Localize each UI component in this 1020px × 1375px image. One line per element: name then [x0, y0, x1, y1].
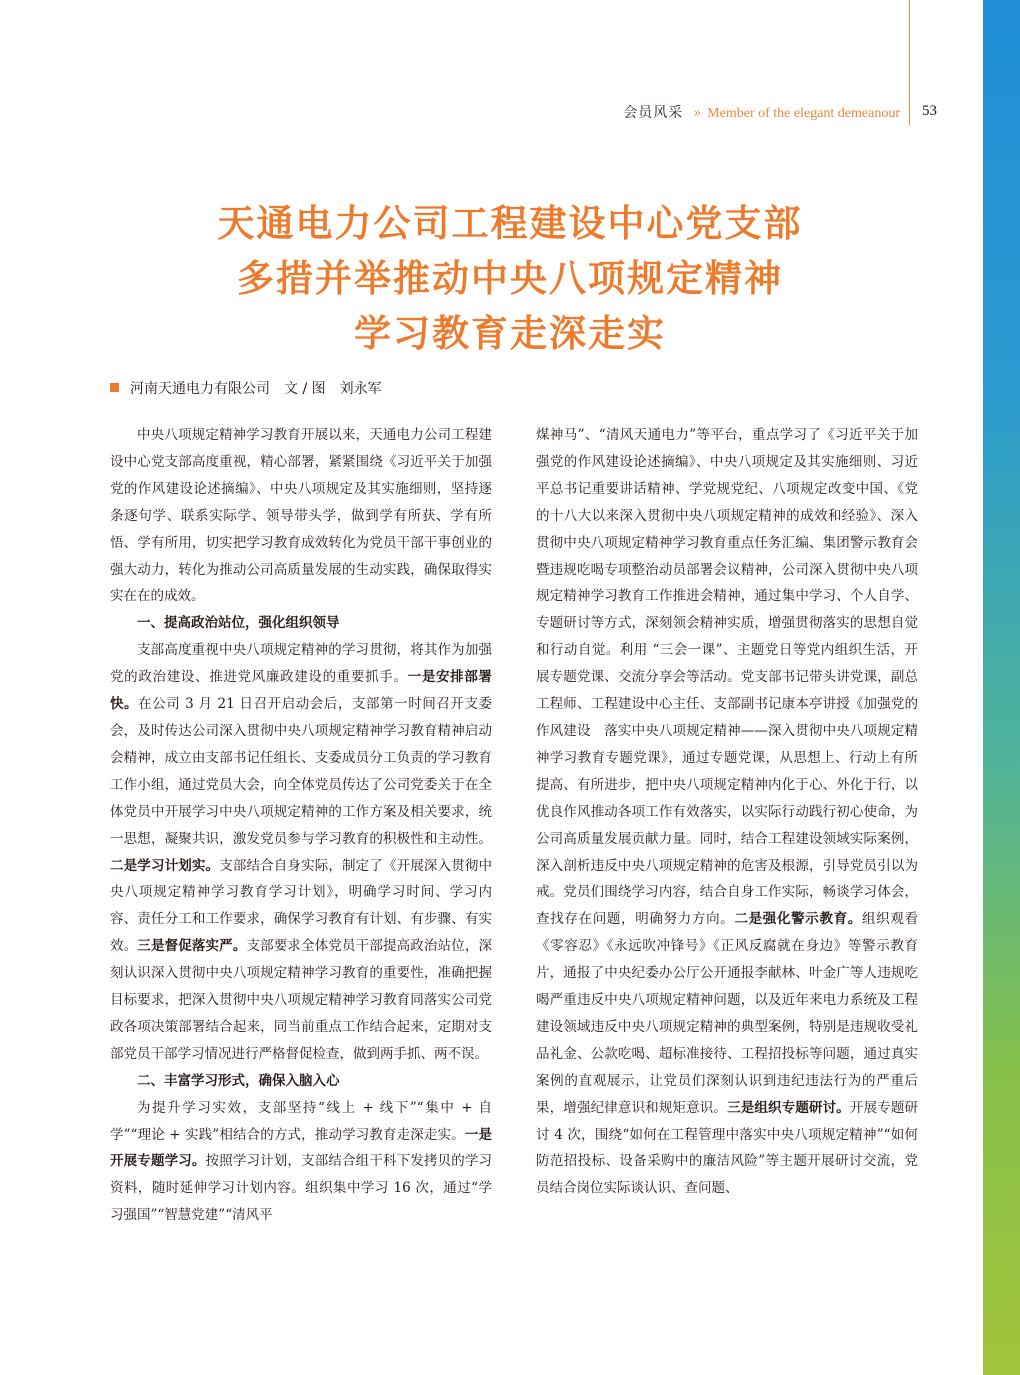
byline [110, 379, 382, 399]
article-title [0, 196, 1020, 361]
intro-paragraph: 中央八项规定精神学习教育开展以来，天通电力公司工程建设中心党支部高度重视，精心部署，紧紧围绕《习近平关于加强党的作风建设论述摘编》、中央八项规定及其实施细则，坚持逐条逐句学、联系实际学、领导带头学，做到学有所获、学有所悟、学有所用，切实把学习教育成效转化为党员干部干事创业的强大动力，转化为推动公司高质量发展的生动实践，确保取得实实在在的成效。 [110, 427, 492, 605]
title-line-1: 天通电力公司工程建设中心党支部 [217, 202, 803, 245]
point-3-label: 三是督促落实严。 [137, 938, 247, 955]
continued-paragraph: 煤神马”、“清风天通电力”等平台，重点学习了《习近平关于加强党的作风建设论述摘编》、中央八项规定及其实施细则、习近平总书记重要讲话精神、学党规党纪、八项规定改变中国、《党的十八大以来深入贯彻中央八项规定精神的成效和经验》、深入贯彻中央八项规定精神学习教育重点任务汇编、集团警示教育会暨违规吃喝专项整治动员部署会议精神，公司深入贯彻中央八项规定精神学习教育工作推进会精神，通过集中学习、个人自学、专题研讨等方式，深刻领会精神实质，增强贯彻落实的思想自觉和行动自觉。利用 “三会一课”、主题党日等党内组织生活，开展专题党课、交流分享会等活动。党支部书记带头讲党课，副总工程师、工程建设中心主任、支部副书记康本亭讲授《加强党的作风建设 落实中央八项规定精神——深入贯彻中央八项规定精神学习教育专题党课》，通过专题党课，从思想上、行动上有所提高、有所进步，把中央八项规定精神内化于心、外化于行，以优良作风推动各项工作有效落实，以实际行动践行初心使命，为公司高质量发展贡献力量。同时，结合工程建设领域实际案例，深入剖析违反中央八项规定精神的危害及根源，引导党员引以为戒。党员们围绕学习内容，结合自身工作实际，畅谈学习体会，查找存在问题，明确努力方向。二是强化警示教育。组织观看《零容忍》《永远吹冲锋号》《正风反腐就在身边》等警示教育片，通报了中央纪委办公厅公开通报李献林、叶金广等人违规吃喝严重违反中央八项规定精神问题，以及近年来电力系统及工程建设领域违反中央八项规定精神的典型案例，特别是违规收受礼品礼金、公款吃喝、超标准接待、工程招投标等问题，通过真实案例的直观展示，让党员们深刻认识到违纪违法行为的严重后果，增强纪律意识和规矩意识。三是组织专题研讨。开展专题研讨 4 次，围绕“如何在工程管理中落实中央八项规定精神”“如何防范招投标、设备采购中的廉洁风险”等主题开展研讨交流，党员结合岗位实际谈认识、查问题、 [536, 427, 919, 1197]
byline-role: 文 / 图 [284, 381, 326, 397]
section-heading-2: 二、丰富学习形式，确保入脑入心 [137, 1072, 340, 1089]
running-header [520, 104, 900, 123]
section-name-en: Member of the elegant demeanour [707, 106, 900, 121]
square-bullet-icon [110, 383, 119, 392]
section-2-paragraph: 为提升学习实效，支部坚持“线上 + 线下”“集中 + 自学”“理论 + 实践”相结合的方式，推动学习教育走深走实。一是开展专题学习。按照学习计划，支部结合组干科下发拷贝的学习资料，随时延伸学习计划内容。组织集中学习 16 次，通过“学习强国”“智慧党建”“清风平 [110, 1099, 493, 1224]
byline-author: 刘永军 [339, 381, 382, 397]
chevron-icon: » [693, 106, 702, 121]
section-1-paragraph: 支部高度重视中央八项规定精神的学习贯彻，将其作为加强党的政治建设、推进党风廉政建设的重要抓手。一是安排部署快。在公司 3 月 21 日召开启动会后，支部第一时间召开支委会，及时传达公司深入贯彻中央八项规定精神学习教育精神启动会精神，成立由支部书记任组长、支委成员分工负责的学习教育工作小组，通过党员大会，向全体党员传达了公司党委关于在全体党员中开展学习中央八项规定精神的工作方案及相关要求，统一思想，凝聚共识，激发党员参与学习教育的积极性和主动性。二是学习计划实。支部结合自身实际，制定了《开展深入贯彻中央八项规定精神学习教育学习计划》，明确学习时间、学习内容、责任分工和工作要求，确保学习教育有计划、有步骤、有实效。三是督促落实严。支部要求全体党员干部提高政治站位，深刻认识深入贯彻中央八项规定精神学习教育的重要性，准确把握目标要求，把深入贯彻中央八项规定精神学习教育同落实公司党政各项决策部署结合起来，同当前重点工作结合起来，定期对支部党员干部学习情况进行严格督促检查，做到两手抓、两不误。 [110, 642, 493, 1062]
study-point-3-label: 三是组织专题研讨。 [727, 1099, 850, 1116]
section-heading-1: 一、提高政治站位，强化组织领导 [137, 615, 340, 632]
point-1-label: 一是安排部署快。 [110, 669, 493, 713]
section-name-cn: 会员风采 [623, 105, 684, 121]
point-2-label: 二是学习计划实。 [110, 857, 220, 874]
study-point-1-label: 一是开展专题学习。 [110, 1126, 492, 1170]
right-column [536, 422, 918, 1202]
title-line-3: 学习教育走深走实 [354, 312, 666, 355]
left-column [110, 422, 492, 1229]
byline-org: 河南天通电力有限公司 [130, 381, 270, 397]
page-number: 53 [922, 103, 937, 119]
header-divider [909, 0, 910, 125]
title-line-2: 多措并举推动中央八项规定精神 [237, 257, 783, 300]
study-point-2-label: 二是强化警示教育。 [734, 911, 862, 928]
